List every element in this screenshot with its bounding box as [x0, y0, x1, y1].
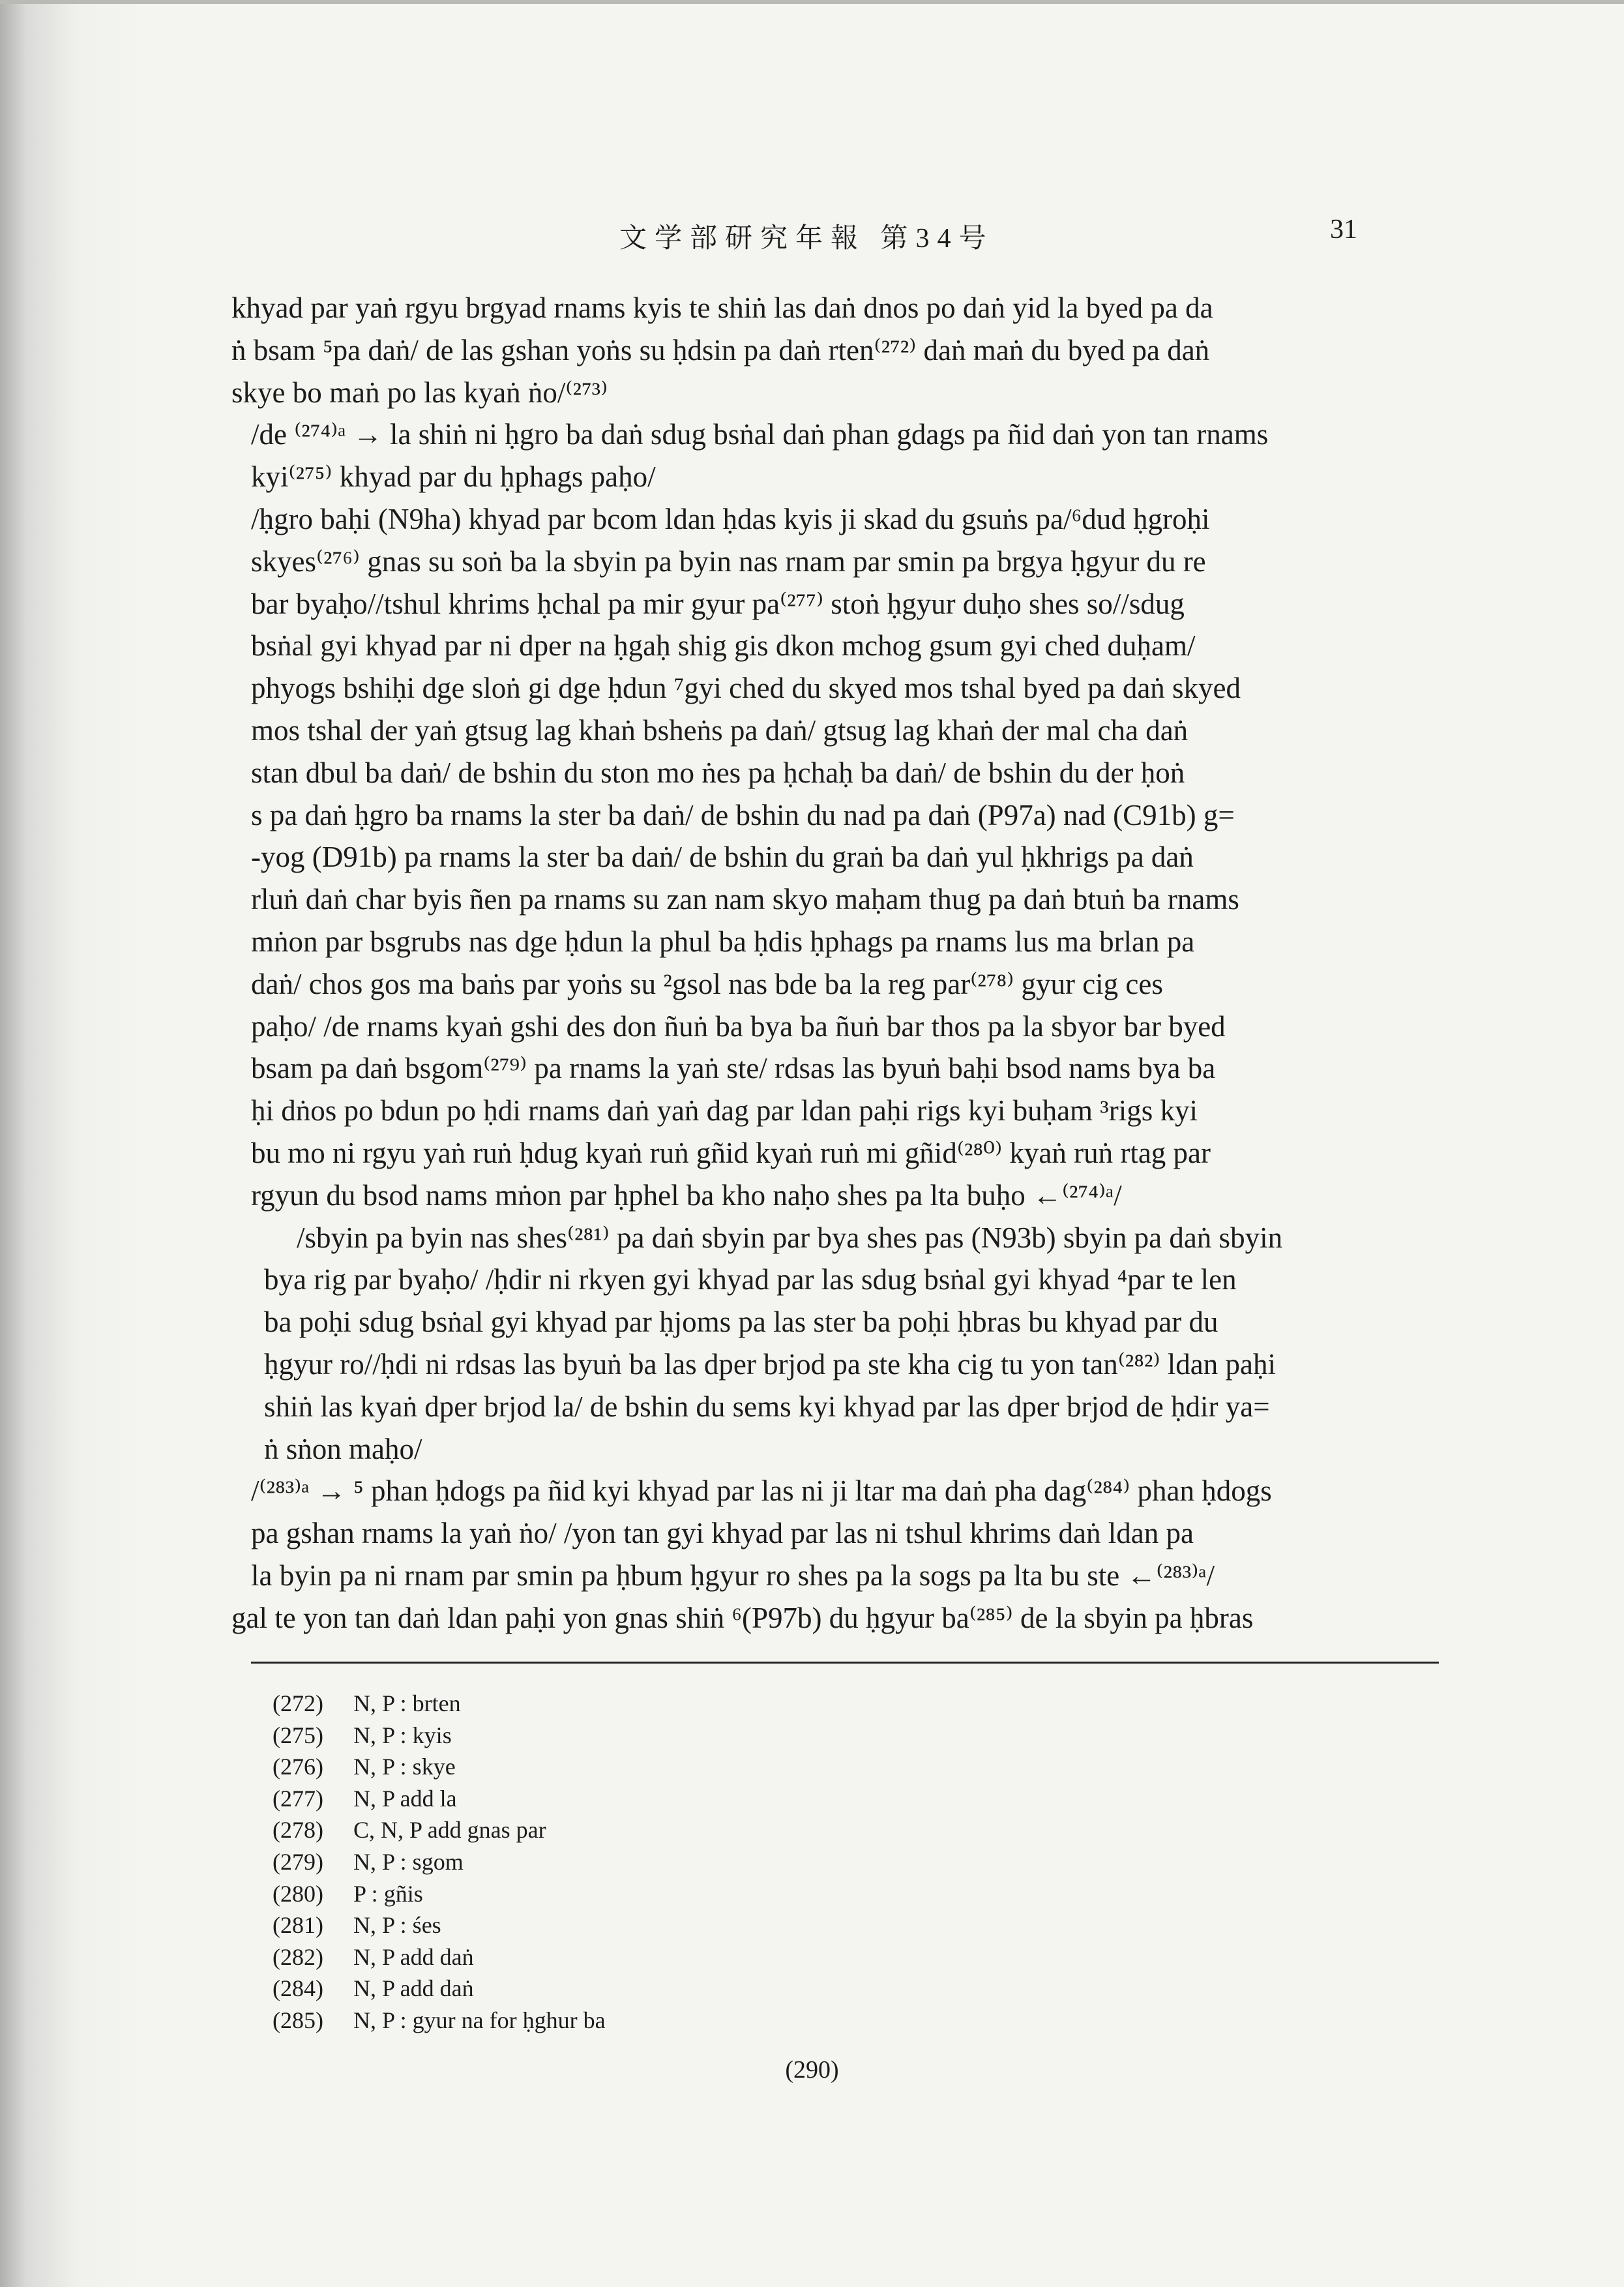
- footnote: [273, 1878, 606, 1910]
- footnote: [273, 1814, 606, 1846]
- footnote: [273, 1846, 606, 1878]
- footnote: [273, 1973, 606, 2005]
- body-line: /sbyin pa byin nas shes⁽²⁸¹⁾ pa daṅ sbyin par bya shes pas (N93b) sbyin pa daṅ sbyin: [297, 1221, 1283, 1254]
- footnote: [273, 1941, 606, 1973]
- scan-top-edge: [0, 0, 1624, 4]
- body-line: shiṅ las kyaṅ dper brjod la/ de bshin du sems kyi khyad par las dper brjod de ḥdir ya=: [264, 1390, 1270, 1423]
- body-line: ḥgyur ro//ḥdi ni rdsas las byuṅ ba las dper brjod pa ste kha cig tu yon tan⁽²⁸²⁾ ldan paḥi: [264, 1347, 1276, 1381]
- footnote-text: N, P : kyis: [353, 1722, 452, 1748]
- body-line: skye bo maṅ po las kyaṅ ṅo/⁽²⁷³⁾: [231, 376, 608, 409]
- journal-title: 文学部研究年報 第34号: [619, 224, 994, 254]
- footnote-text: N, P add la: [353, 1785, 457, 1812]
- footnote-number: (279): [273, 1848, 323, 1875]
- footnote-number: (275): [273, 1722, 323, 1748]
- footnote-text: N, P : skye: [353, 1754, 456, 1780]
- body-line: ḥi dṅos po bdun po ḥdi rnams daṅ yaṅ dag par ldan paḥi rigs kyi buḥam ³rigs kyi: [251, 1094, 1198, 1128]
- footnote: [273, 1751, 606, 1783]
- footnote: [273, 1909, 606, 1941]
- footnote-text: N, P : gyur na for ḥghur ba: [353, 2007, 606, 2033]
- body-line: rluṅ daṅ char byis ñen pa rnams su zan nam skyo maḥam thug pa daṅ btuṅ ba rnams: [251, 883, 1239, 916]
- body-line: phyogs bshiḥi dge sloṅ gi dge ḥdun ⁷gyi ched du skyed mos tshal byed pa daṅ skyed: [251, 672, 1241, 705]
- body-line: mṅon par bsgrubs nas dge ḥdun la phul ba ḥdis ḥphags pa rnams lus ma brlan pa: [251, 925, 1195, 958]
- footnote-number: (272): [273, 1690, 323, 1716]
- footnote-text: N, P add daṅ: [353, 1975, 474, 2002]
- footnote-text: C, N, P add gnas par: [353, 1817, 546, 1844]
- body-line: mos tshal der yaṅ gtsug lag khaṅ bsheṅs pa daṅ/ gtsug lag khaṅ der mal cha daṅ: [251, 713, 1188, 747]
- footnote-rule: [251, 1662, 1439, 1664]
- body-line: bsṅal gyi khyad par ni dper na ḥgaḥ shig gis dkon mchog gsum gyi ched duḥam/: [251, 629, 1196, 663]
- body-line: ṅ sṅon maḥo/: [264, 1432, 422, 1465]
- footer-page-number: (290): [785, 2056, 839, 2084]
- body-line: la byin pa ni rnam par smin pa ḥbum ḥgyur ro shes pa la sogs pa lta bu ste ←⁽²⁸³⁾ᵃ/: [251, 1559, 1215, 1592]
- footnote-number: (280): [273, 1880, 323, 1907]
- body-line: ba poḥi sdug bsṅal gyi khyad par ḥjoms pa las ster ba poḥi ḥbras bu khyad par du: [264, 1306, 1218, 1339]
- footnote-number: (284): [273, 1975, 323, 2002]
- footnote-number: (285): [273, 2007, 323, 2033]
- footnote-number: (278): [273, 1817, 323, 1844]
- body-line: pa gshan rnams la yaṅ ṅo/ /yon tan gyi khyad par las ni tshul khrims daṅ ldan pa: [251, 1517, 1194, 1550]
- body-line: /⁽²⁸³⁾ᵃ → ⁵ phan ḥdogs pa ñid kyi khyad par las ni ji ltar ma daṅ pha dag⁽²⁸⁴⁾ phan ḥdogs: [251, 1474, 1272, 1508]
- body-line: /ḥgro baḥi (N9ha) khyad par bcom ldan ḥdas kyis ji skad du gsuṅs pa/⁶dud ḥgroḥi: [251, 502, 1210, 535]
- body-line: -yog (D91b) pa rnams la ster ba daṅ/ de bshin du graṅ ba daṅ yul ḥkhrigs pa daṅ: [251, 841, 1194, 874]
- footnotes: [273, 1688, 606, 2037]
- footnote-text: N, P : sgom: [353, 1848, 464, 1875]
- running-header: [0, 210, 1624, 262]
- body-line: ṅ bsam ⁵pa daṅ/ de las gshan yoṅs su ḥdsin pa daṅ rten⁽²⁷²⁾ daṅ maṅ du byed pa daṅ: [231, 333, 1210, 366]
- footnote-text: N, P : śes: [353, 1912, 441, 1939]
- body-line: rgyun du bsod nams mṅon par ḥphel ba kho naḥo shes pa lta buḥo ←⁽²⁷⁴⁾ᵃ/: [251, 1178, 1122, 1212]
- footnote-number: (281): [273, 1912, 323, 1939]
- body-line: skyes⁽²⁷⁶⁾ gnas su soṅ ba la sbyin pa byin nas rnam par smin pa brgya ḥgyur du re: [251, 545, 1206, 578]
- footnote: [273, 1720, 606, 1752]
- scan-edge-shadow: [0, 0, 150, 2287]
- body-line: gal te yon tan daṅ ldan paḥi yon gnas shiṅ ⁶(P97b) du ḥgyur ba⁽²⁸⁵⁾ de la sbyin pa ḥbras: [231, 1601, 1254, 1634]
- body-line: kyi⁽²⁷⁵⁾ khyad par du ḥphags paḥo/: [251, 460, 656, 494]
- page-footer: [0, 2055, 1624, 2084]
- body-text: [231, 287, 1444, 1639]
- footnote-number: (282): [273, 1943, 323, 1970]
- body-line: khyad par yaṅ rgyu brgyad rnams kyis te shiṅ las daṅ dnos po daṅ yid la byed pa da: [231, 291, 1213, 324]
- footnote-text: P : gñis: [353, 1880, 423, 1907]
- body-line: stan dbul ba daṅ/ de bshin du ston mo ṅes pa ḥchaḥ ba daṅ/ de bshin du der ḥoṅ: [251, 756, 1185, 789]
- body-line: /de ⁽²⁷⁴⁾ᵃ → la shiṅ ni ḥgro ba daṅ sdug bsṅal daṅ phan gdags pa ñid daṅ yon tan rnams: [251, 418, 1269, 451]
- body-line: bya rig par byaḥo/ /ḥdir ni rkyen gyi khyad par las sdug bsṅal gyi khyad ⁴par te len: [264, 1263, 1237, 1296]
- footnote: [273, 1783, 606, 1815]
- body-line: bu mo ni rgyu yaṅ ruṅ ḥdug kyaṅ ruṅ gñid kyaṅ ruṅ mi gñid⁽²⁸⁰⁾ kyaṅ ruṅ rtag par: [251, 1136, 1211, 1169]
- footnote: [273, 1688, 606, 1720]
- footnote-text: N, P : brten: [353, 1690, 461, 1716]
- body-line: bsam pa daṅ bsgom⁽²⁷⁹⁾ pa rnams la yaṅ ste/ rdsas las byuṅ baḥi bsod nams bya ba: [251, 1052, 1216, 1085]
- body-line: bar byaḥo//tshul khrims ḥchal pa mir gyur pa⁽²⁷⁷⁾ stoṅ ḥgyur duḥo shes so//sdug: [251, 587, 1185, 620]
- header-page-number: 31: [1330, 215, 1357, 245]
- footnote-number: (277): [273, 1785, 323, 1812]
- body-line: paḥo/ /de rnams kyaṅ gshi des don ñuṅ ba bya ba ñuṅ bar thos pa la sbyor bar byed: [251, 1009, 1226, 1043]
- footnote: [273, 2005, 606, 2037]
- body-line: s pa daṅ ḥgro ba rnams la ster ba daṅ/ de bshin du nad pa daṅ (P97a) nad (C91b) g=: [251, 798, 1235, 831]
- body-line: daṅ/ chos gos ma baṅs par yoṅs su ²gsol nas bde ba la reg par⁽²⁷⁸⁾ gyur cig ces: [251, 967, 1163, 1000]
- footnote-text: N, P add daṅ: [353, 1943, 474, 1970]
- footnote-number: (276): [273, 1754, 323, 1780]
